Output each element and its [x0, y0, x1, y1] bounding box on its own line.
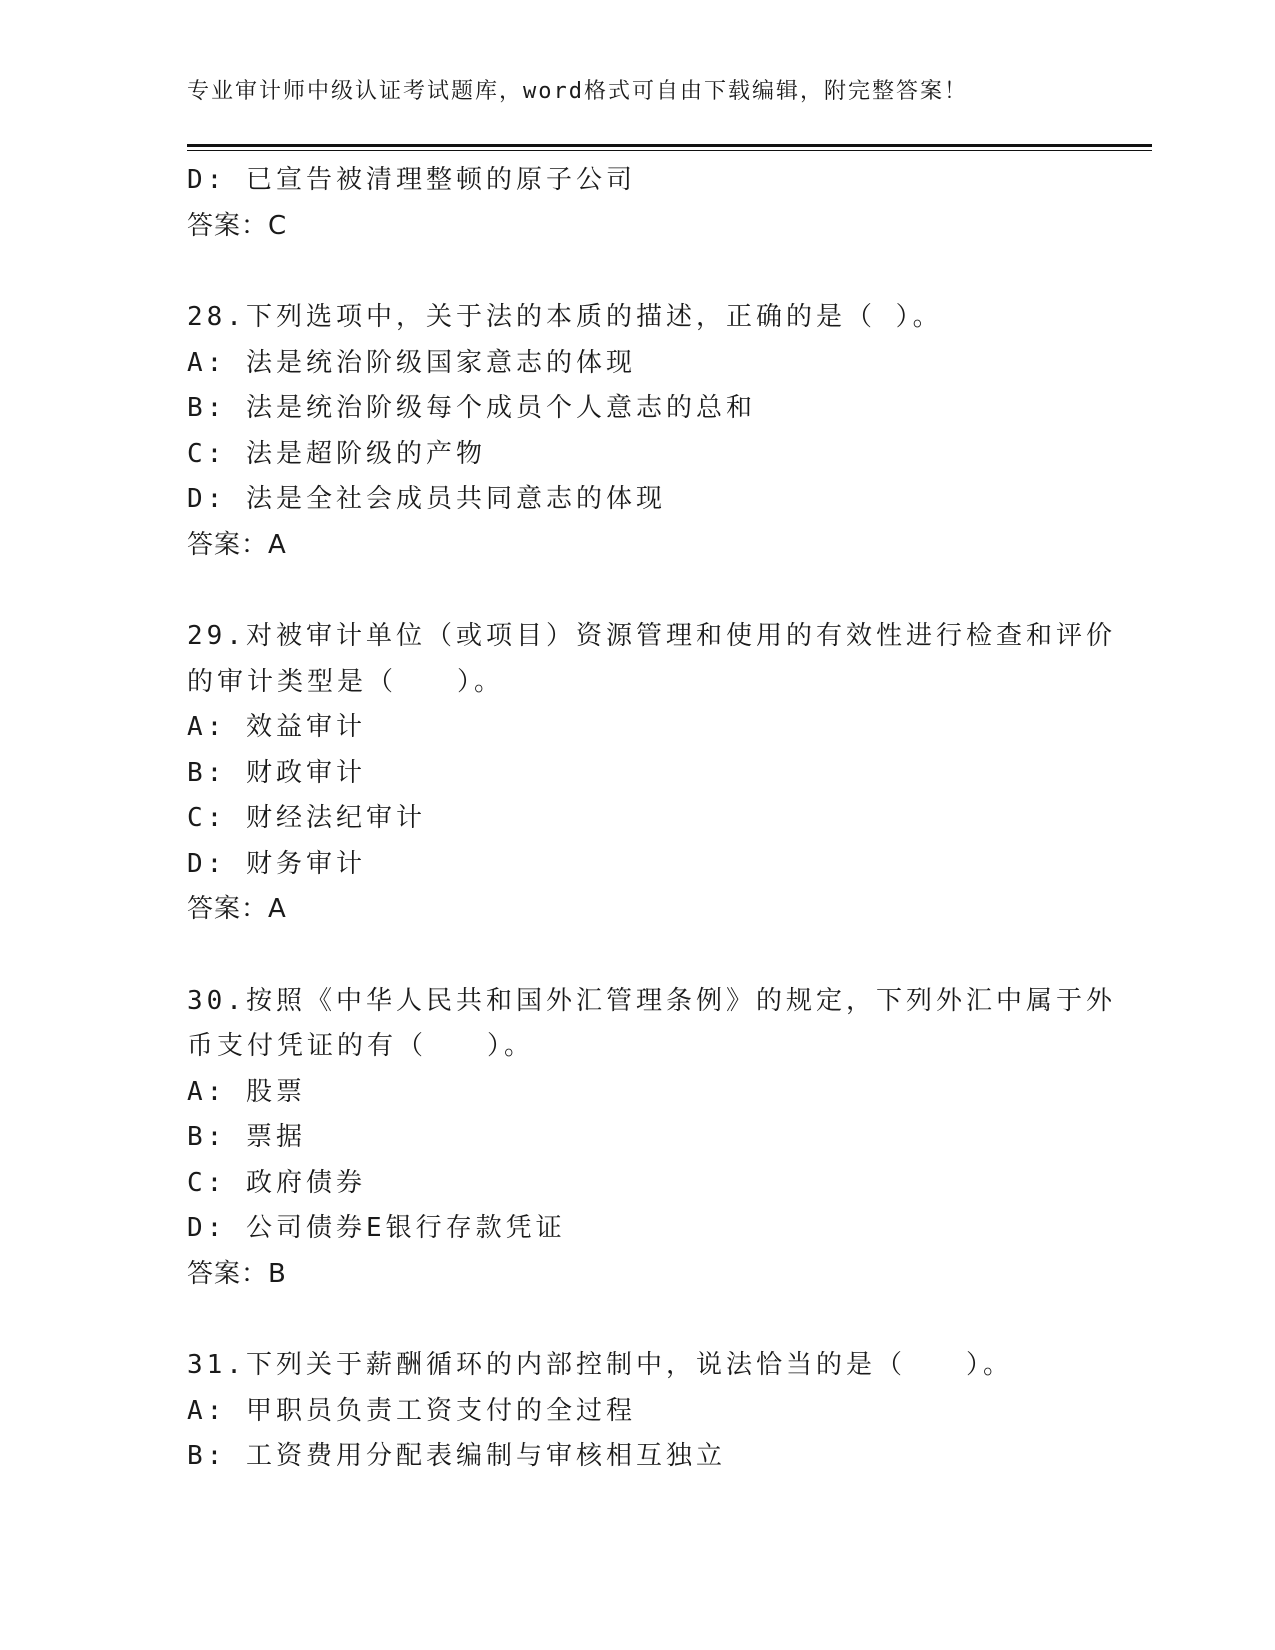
- question-text: 31.下列关于薪酬循环的内部控制中，说法恰当的是（ ）。: [187, 1350, 1013, 1380]
- question-list: [187, 158, 1116, 1480]
- option-line: D: 法是全社会成员共同意志的体现: [187, 484, 666, 514]
- answer-line: 答案：B: [187, 1258, 287, 1289]
- header-rule-thick: [187, 144, 1152, 147]
- spacer: [187, 568, 1087, 614]
- option-line: D: 财务审计: [187, 848, 366, 879]
- spacer: [187, 249, 1087, 295]
- option-line: A: 法是统治阶级国家意志的体现: [187, 347, 636, 378]
- page-header: 专业审计师中级认证考试题库，word格式可自由下载编辑，附完整答案！: [187, 79, 968, 104]
- option-line: C: 政府债券: [187, 1167, 366, 1198]
- question-text: 28.下列选项中，关于法的本质的描述，正确的是（ ）。: [187, 302, 943, 332]
- option-line: A: 股票: [187, 1076, 306, 1107]
- question-text-continued: 的审计类型是（ ）。: [187, 666, 505, 697]
- spacer: [187, 933, 1087, 979]
- question-block: [187, 614, 1116, 933]
- option-line: C: 法是超阶级的产物: [187, 438, 486, 469]
- option-line: B: 法是统治阶级每个成员个人意志的总和: [187, 393, 756, 423]
- question-block: [187, 158, 1087, 249]
- question-text: 29.对被审计单位（或项目）资源管理和使用的有效性进行检查和评价: [187, 621, 1116, 651]
- option-line: B: 票据: [187, 1122, 306, 1152]
- option-line: B: 财政审计: [187, 757, 366, 788]
- question-text: 30.按照《中华人民共和国外汇管理条例》的规定，下列外汇中属于外: [187, 985, 1116, 1016]
- answer-line: 答案：C: [187, 210, 288, 241]
- answer-line: 答案：A: [187, 529, 287, 560]
- question-block: [187, 979, 1116, 1298]
- header-rule-thin: [187, 150, 1152, 151]
- option-line: D: 已宣告被清理整顿的原子公司: [187, 165, 636, 195]
- option-line: C: 财经法纪审计: [187, 803, 426, 833]
- spacer: [187, 1297, 1087, 1343]
- answer-line: 答案：A: [187, 894, 287, 924]
- option-line: A: 甲职员负责工资支付的全过程: [187, 1395, 636, 1426]
- option-line: B: 工资费用分配表编制与审核相互独立: [187, 1441, 726, 1471]
- question-block: [187, 295, 1087, 568]
- option-line: D: 公司债券E银行存款凭证: [187, 1213, 566, 1243]
- question-block: [187, 1343, 1087, 1480]
- question-text-continued: 币支付凭证的有（ ）。: [187, 1031, 535, 1061]
- option-line: A: 效益审计: [187, 712, 366, 742]
